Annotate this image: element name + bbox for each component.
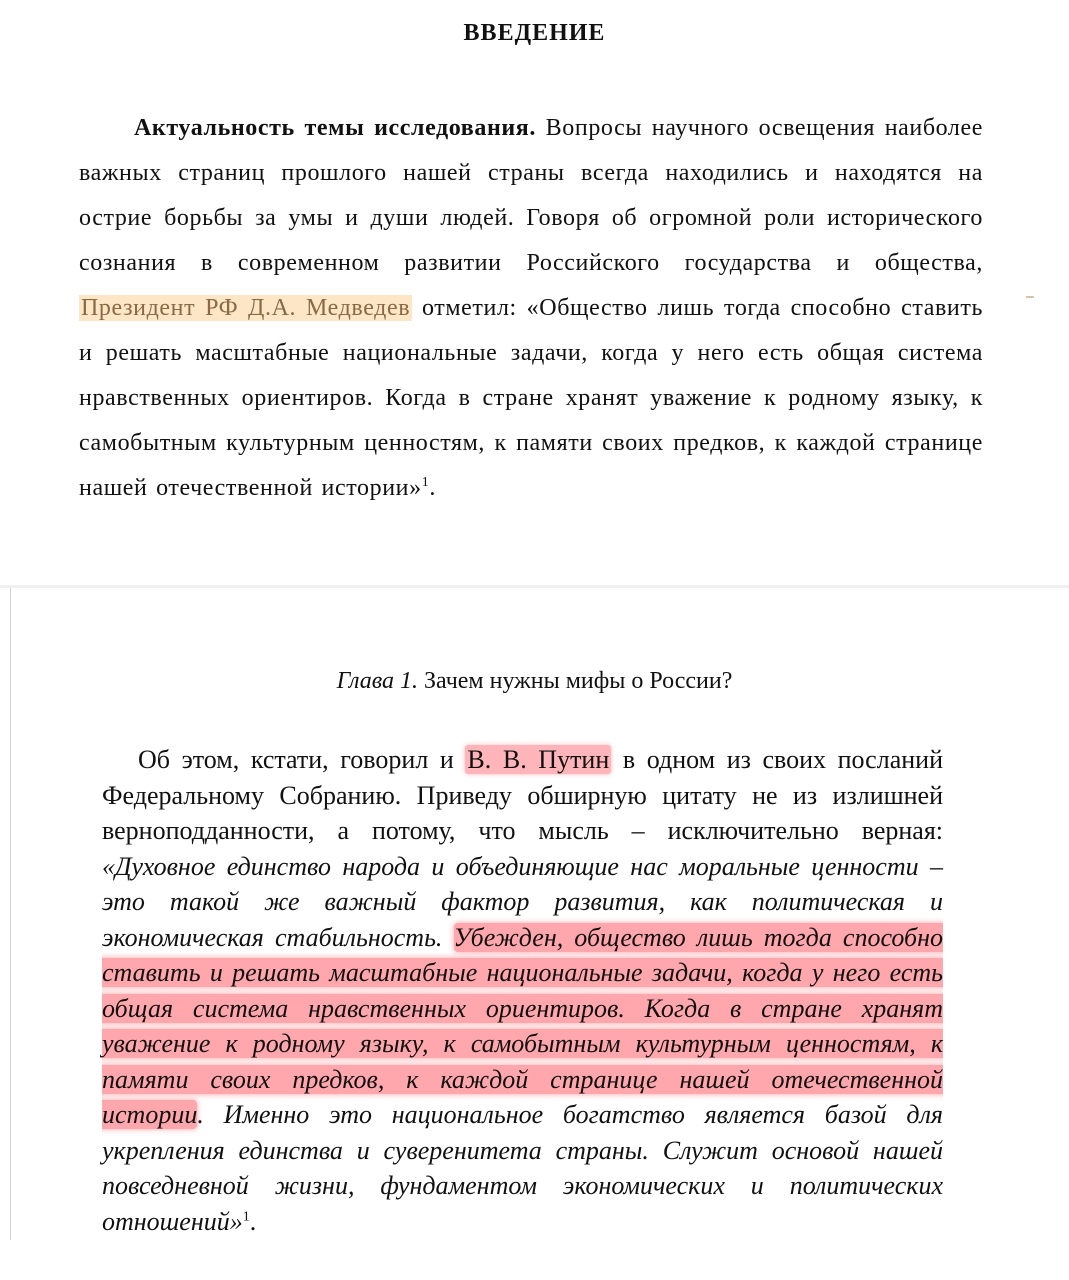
footnote-marker-2: 1 [242,1208,250,1224]
top-page [0,0,1069,585]
intro-text-after: в одном из своих посланий Федеральному Собранию. Приведу обширную цитату не из излишней верноподданности, а потому, что мысль – исключительно верная: [102,745,943,845]
highlighted-quote: Убежден, общество лишь тогда способно ставить и решать масштабные национальные задачи, когда у него есть общая система нравственных ориентиров. Когда в стране хранят уважение к родному языку, к самобытным культурным ценностям, к памяти своих предков, к каждой странице нашей отечественной истории [102,922,943,1129]
chapter-name: Зачем нужны мифы о России? [417,668,733,694]
quote-end: . Именно это национальное богатство является базой для укрепления единства и суверенитета страны. Служит основой нашей повседневной жизни, фундаментом экономических и политических отношений» [102,1100,943,1236]
section-heading: ВВЕДЕНИЕ [463,20,606,46]
highlighted-name-putin: В. В. Путин [467,745,610,774]
footnote-marker: 1 [421,475,430,490]
chapter-label: Глава 1. [336,668,418,694]
paragraph-text-1: Вопросы научного освещения наиболее важных страниц прошлого нашей страны всегда находились и находятся на острие борьбы за умы и души людей. Говоря об огромной роли исторического сознания в современном развитии Российского государства и общества, [79,115,984,276]
chapter-title [0,668,1069,695]
paragraph-text-2: отметил: «Общество лишь тогда способно ставить и решать масштабные национальные задачи, когда у него есть общая система нравственных ориентиров. Когда в стране хранят уважение к родному языку, к самобытным культурным ценностям, к памяти своих предков, к каждой странице нашей отечественной истории» [79,295,983,501]
highlighted-name-medvedev: Президент РФ Д.А. Медведев [81,295,411,321]
bold-lead: Актуальность темы исследования. [134,115,536,141]
paragraph-end: . [429,475,436,501]
intro-text-before: Об этом, кстати, говорил и [138,745,466,774]
introduction-paragraph [79,106,983,511]
paragraph-end-2: . [249,1206,257,1236]
chapter-paragraph [102,742,943,1239]
quote-start: «Духовное единство народа и объединяющие нас моральные ценности – это такой же важный фактор развития, как политическая и экономическая стабильность. [102,851,943,952]
margin-mark [1026,296,1034,298]
